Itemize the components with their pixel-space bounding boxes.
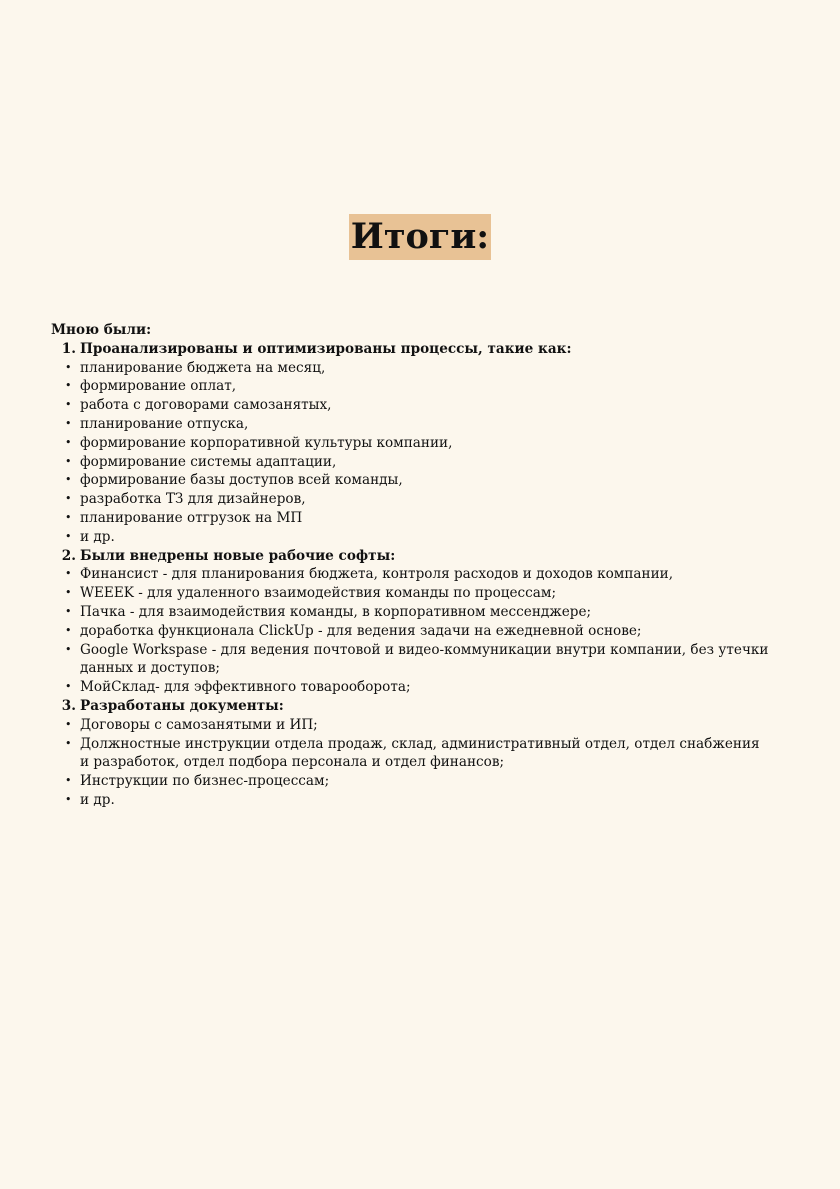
section-heading-text: Разработаны документы: [80,697,284,714]
list-item: • работа с договорами самозанятых, [51,396,771,415]
section-list [51,359,771,547]
list-item: • и др. [51,791,771,810]
list-item: • Договоры с самозанятыми и ИП; [51,716,771,735]
section-heading [51,697,771,716]
section-number: 1. [61,340,76,357]
list-item: • разработка ТЗ для дизайнеров, [51,490,771,509]
list-item: • планирование отпуска, [51,415,771,434]
intro-text: Мною были: [51,322,152,338]
list-item: • Финансист - для планирования бюджета, контроля расходов и доходов компании, [51,565,771,584]
title-container [0,214,840,260]
section-heading [51,340,771,359]
page-title: Итоги: [349,214,491,260]
list-item: • формирование базы доступов всей команды, [51,471,771,490]
section-heading-text: Проанализированы и оптимизированы процессы, такие как: [80,340,572,357]
list-item: • Инструкции по бизнес-процессам; [51,772,771,791]
list-item: • Должностные инструкции отдела продаж, склад, административный отдел, отдел снабжения и разработок, отдел подбора персонала и отдел финансов; [51,735,771,773]
section-list [51,716,771,810]
list-item: • планирование бюджета на месяц, [51,359,771,378]
section-heading [51,547,771,566]
section-heading-text: Были внедрены новые рабочие софты: [80,547,396,564]
list-item: • планирование отгрузок на МП [51,509,771,528]
list-item: • доработка функционала ClickUp - для ведения задачи на ежедневной основе; [51,622,771,641]
section-number: 3. [61,697,76,714]
list-item: • формирование оплат, [51,377,771,396]
list-item: • формирование корпоративной культуры компании, [51,434,771,453]
list-item: • формирование системы адаптации, [51,453,771,472]
list-item: • Google Workspase - для ведения почтовой и видео-коммуникации внутри компании, без утечки данных и доступов; [51,641,771,679]
section-number: 2. [61,547,76,564]
list-item: • WEEEK - для удаленного взаимодействия команды по процессам; [51,584,771,603]
list-item: • МойСклад- для эффективного товарооборота; [51,678,771,697]
list-item: • Пачка - для взаимодействия команды, в корпоративном мессенджере; [51,603,771,622]
summary-content [51,321,771,810]
section-list [51,565,771,697]
list-item: • и др. [51,528,771,547]
